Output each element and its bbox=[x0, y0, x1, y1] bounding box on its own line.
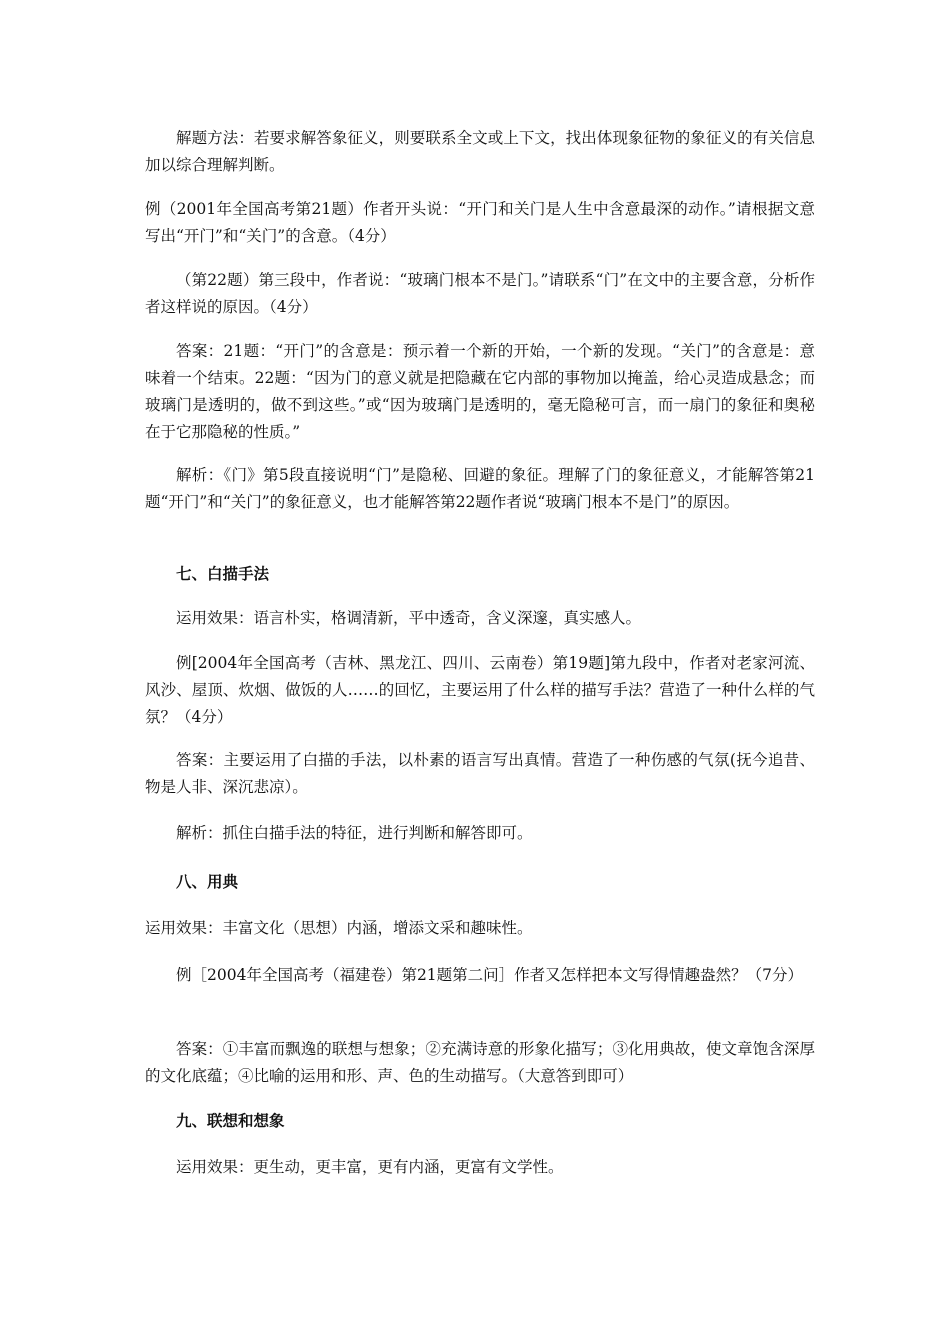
effect-paragraph-8: 运用效果：丰富文化（思想）内涵，增添文采和趣味性。 bbox=[145, 919, 533, 937]
answer-paragraph-1: 答案：21题：“开门”的含意是：预示着一个新的开始，一个新的发现。“关门”的含意是：意味着一个结束。22题：“因为门的意义就是把隐藏在它内部的事物加以掩盖，给心灵造成悬念；而玻璃门是透明的，做不到这些。”或“因为玻璃门是透明的，毫无隐秘可言，而一扇门的象征和奥秘在于它那隐秘的性质。” bbox=[145, 342, 815, 441]
example-q22: （第22题）第三段中，作者说：“玻璃门根本不是门。”请联系“门”在文中的主要含意，分析作者这样说的原因。（4分） bbox=[145, 271, 815, 316]
effect-paragraph-9: 运用效果：更生动，更丰富，更有内涵，更富有文学性。 bbox=[176, 1158, 564, 1176]
answer-paragraph-7: 答案：主要运用了白描的手法，以朴素的语言写出真情。营造了一种伤感的气氛(抚今追昔、物是人非、深沉悲凉）。 bbox=[145, 751, 815, 796]
analysis-paragraph-7: 解析：抓住白描手法的特征，进行判断和解答即可。 bbox=[176, 824, 533, 842]
analysis-paragraph-1: 解析：《门》第5段直接说明“门”是隐秘、回避的象征。理解了门的象征意义，才能解答第21题“开门”和“关门”的象征意义，也才能解答第22题作者说“玻璃门根本不是门”的原因。 bbox=[145, 466, 815, 511]
example-2004-fujian-q21: 例［2004年全国高考（福建卷）第21题第二问］作者又怎样把本文写得情趣盎然？（7分） bbox=[176, 966, 804, 984]
method-paragraph: 解题方法：若要求解答象征义，则要联系全文或上下文，找出体现象征物的象征义的有关信息加以综合理解判断。 bbox=[145, 129, 815, 174]
section-heading-9: 九、联想和想象 bbox=[176, 1111, 285, 1130]
answer-paragraph-8: 答案：①丰富而飘逸的联想与想象；②充满诗意的形象化描写；③化用典故，使文章饱含深厚的文化底蕴；④比喻的运用和形、声、色的生动描写。（大意答到即可） bbox=[145, 1040, 815, 1085]
effect-paragraph-7: 运用效果：语言朴实，格调清新，平中透奇，含义深邃，真实感人。 bbox=[176, 609, 642, 627]
section-heading-8: 八、用典 bbox=[176, 872, 239, 891]
section-heading-7: 七、白描手法 bbox=[176, 564, 270, 583]
example-2001-q21: 例（2001年全国高考第21题）作者开头说：“开门和关门是人生中含意最深的动作。”请根据文意写出“开门”和“关门”的含意。（4分） bbox=[145, 200, 815, 245]
example-2004-q19: 例[2004年全国高考（吉林、黑龙江、四川、云南卷）第19题]第九段中，作者对老家河流、风沙、屋顶、炊烟、做饭的人……的回忆，主要运用了什么样的描写手法？营造了一种什么样的气氛？（4分） bbox=[145, 654, 815, 726]
